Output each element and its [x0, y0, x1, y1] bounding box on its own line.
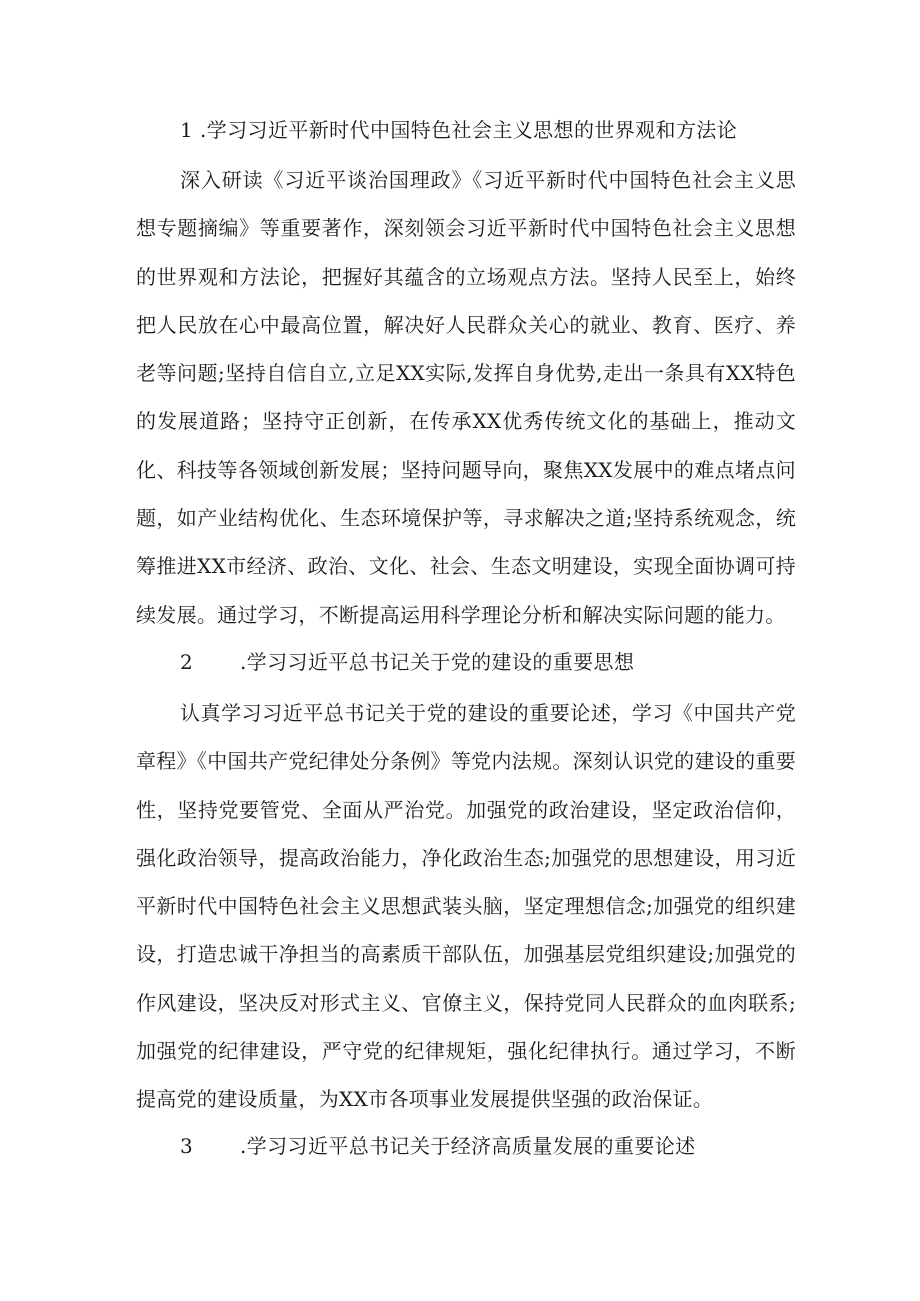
- section-title-1: .学习习近平新时代中国特色社会主义思想的世界观和方法论: [200, 118, 738, 142]
- section-title-3: .学习习近平总书记关于经济高质量发展的重要论述: [240, 1134, 696, 1158]
- section-number-1: 1: [180, 118, 194, 142]
- section-title-2: .学习习近平总书记关于党的建设的重要思想: [240, 650, 635, 674]
- section-body-2: 认真学习习近平总书记关于党的建设的重要论述，学习《中国共产党章程》《中国共产党纪律处分条例》等党内法规。深刻认识党的建设的重要性，坚持党要管党、全面从严治党。加强党的政治建设，坚定政治信仰，强化政治领导，提高政治能力，净化政治生态;加强党的思想建设，用习近平新时代中国特色社会主义思想武装头脑，坚定理想信念;加强党的组织建设，打造忠诚干净担当的高素质干部队伍，加强基层党组织建设;加强党的作风建设，坚决反对形式主义、官僚主义，保持党同人民群众的血肉联系;加强党的纪律建设，严守党的纪律规矩，强化纪律执行。通过学习，不断提高党的建设质量，为XX市各项事业发展提供坚强的政治保证。: [136, 701, 796, 1112]
- section-body-1: 深入研读《习近平谈治国理政》《习近平新时代中国特色社会主义思想专题摘编》等重要著作，深刻领会习近平新时代中国特色社会主义思想的世界观和方法论，把握好其蕴含的立场观点方法。坚持人民至上，始终把人民放在心中最高位置，解决好人民群众关心的就业、教育、医疗、养老等问题;坚持自信自立,立足XX实际,发挥自身优势,走出一条具有XX特色的发展道路；坚持守正创新，在传承XX优秀传统文化的基础上，推动文化、科技等各领域创新发展；坚持问题导向，聚焦XX发展中的难点堵点问题，如产业结构优化、生态环境保护等，寻求解决之道;坚持系统观念，统筹推进XX市经济、政治、文化、社会、生态文明建设，实现全面协调可持续发展。通过学习，不断提高运用科学理论分析和解决实际问题的能力。: [136, 168, 796, 627]
- section-number-2: 2: [180, 650, 194, 674]
- section-number-3: 3: [180, 1134, 194, 1158]
